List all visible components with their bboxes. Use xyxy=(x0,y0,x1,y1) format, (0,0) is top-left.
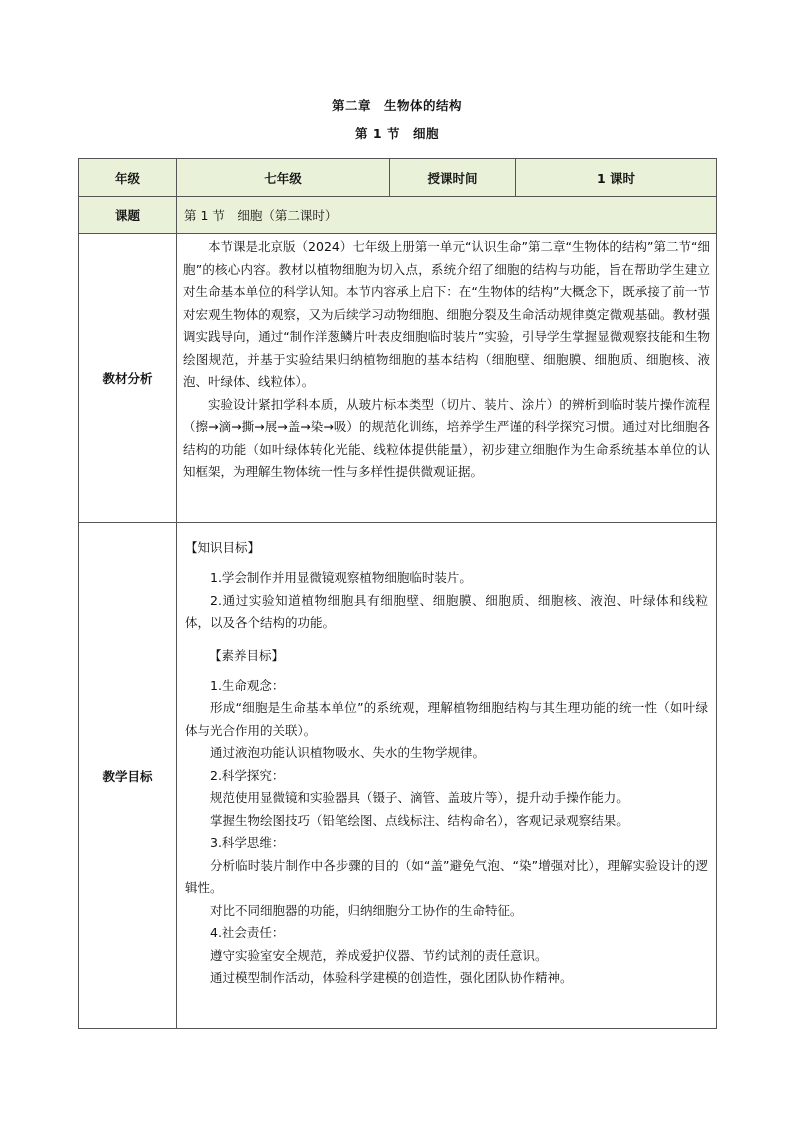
analysis-paragraph: 实验设计紧扣学科本质，从玻片标本类型（切片、装片、涂片）的辨析到临时装片操作流程（擦→滴→撕→展→盖→染→吸）的规范化训练，培养学生严谨的科学探究习惯。通过对比细胞各结构的功能（如叶绿体转化光能、线粒体提供能量），初步建立细胞作为生命系统基本单位的认知框架，为理解生物体统一性与多样性提供微观证据。 xyxy=(183,396,710,479)
literacy-item: 1.生命观念： xyxy=(210,677,285,693)
goals-label: 教学目标 xyxy=(79,523,177,1029)
time-label: 授课时间 xyxy=(390,159,516,197)
literacy-item: 分析临时装片制作中各步骤的目的（如“盖”避免气泡、“染”增强对比），理解实验设计的逻辑性。 xyxy=(185,857,708,895)
table-row xyxy=(79,197,717,234)
knowledge-heading: 【知识目标】 xyxy=(185,540,261,555)
literacy-item: 规范使用显微镜和实验器具（镊子、滴管、盖玻片等），提升动手操作能力。 xyxy=(210,790,629,805)
analysis-paragraph: 本节课是北京版（2024）七年级上册第一单元“认识生命”第二章“生物体的结构”第二节“细胞”的核心内容。教材以植物细胞为切入点，系统介绍了细胞的结构与功能，旨在帮助学生建立对生命基本单位的科学认知。本节内容承上启下：在“生物体的结构”大概念下，既承接了前一节对宏观生物体的观察，又为后续学习动物细胞、细胞分裂及生命活动规律奠定微观基础。教材强调实践导向，通过“制作洋葱鳞片叶表皮细胞临时装片”实验，引导学生掌握显微观察技能和生物绘图规范，并基于实验结果归纳植物细胞的基本结构（细胞壁、细胞膜、细胞质、细胞核、液泡、叶绿体、线粒体）。 xyxy=(183,239,710,389)
literacy-item: 通过模型制作活动，体验科学建模的创造性，强化团队协作精神。 xyxy=(210,970,573,985)
literacy-heading: 【素养目标】 xyxy=(209,647,285,663)
time-value: 1 课时 xyxy=(516,159,717,197)
literacy-item: 形成“细胞是生命基本单位”的系统观，理解植物细胞结构与其生理功能的统一性（如叶绿体与光合作用的关联）。 xyxy=(185,700,708,738)
literacy-item: 2.科学探究： xyxy=(210,767,285,783)
literacy-item: 3.科学思维： xyxy=(210,835,285,850)
analysis-label: 教材分析 xyxy=(79,234,177,523)
table-row xyxy=(79,159,717,197)
table-row xyxy=(79,234,717,523)
knowledge-item: 2.通过实验知道植物细胞具有细胞壁、细胞膜、细胞质、细胞核、液泡、叶绿体和线粒体，以及各个结构的功能。 xyxy=(185,592,708,630)
knowledge-item: 1.学会制作并用显微镜观察植物细胞临时装片。 xyxy=(210,570,472,585)
literacy-item: 掌握生物绘图技巧（铅笔绘图、点线标注、结构命名），客观记录观察结果。 xyxy=(210,812,629,828)
chapter-title: 第二章 生物体的结构 xyxy=(331,98,462,113)
literacy-item: 通过液泡功能认识植物吸水、失水的生物学规律。 xyxy=(210,745,486,760)
grade-label: 年级 xyxy=(79,159,177,197)
section-title: 第 1 节 细胞 xyxy=(355,126,439,141)
lesson-value: 第 1 节 细胞（第二课时） xyxy=(177,197,717,234)
lesson-label: 课题 xyxy=(79,197,177,234)
grade-value: 七年级 xyxy=(177,159,390,197)
literacy-item: 对比不同细胞器的功能，归纳细胞分工协作的生命特征。 xyxy=(210,902,523,918)
analysis-content xyxy=(177,234,717,523)
table-row xyxy=(79,523,717,1029)
lesson-plan-table xyxy=(78,158,717,1029)
literacy-item: 4.社会责任： xyxy=(210,925,285,940)
goals-content xyxy=(177,523,717,1029)
literacy-item: 遵守实验室安全规范，养成爱护仪器、节约试剂的责任意识。 xyxy=(210,947,548,963)
